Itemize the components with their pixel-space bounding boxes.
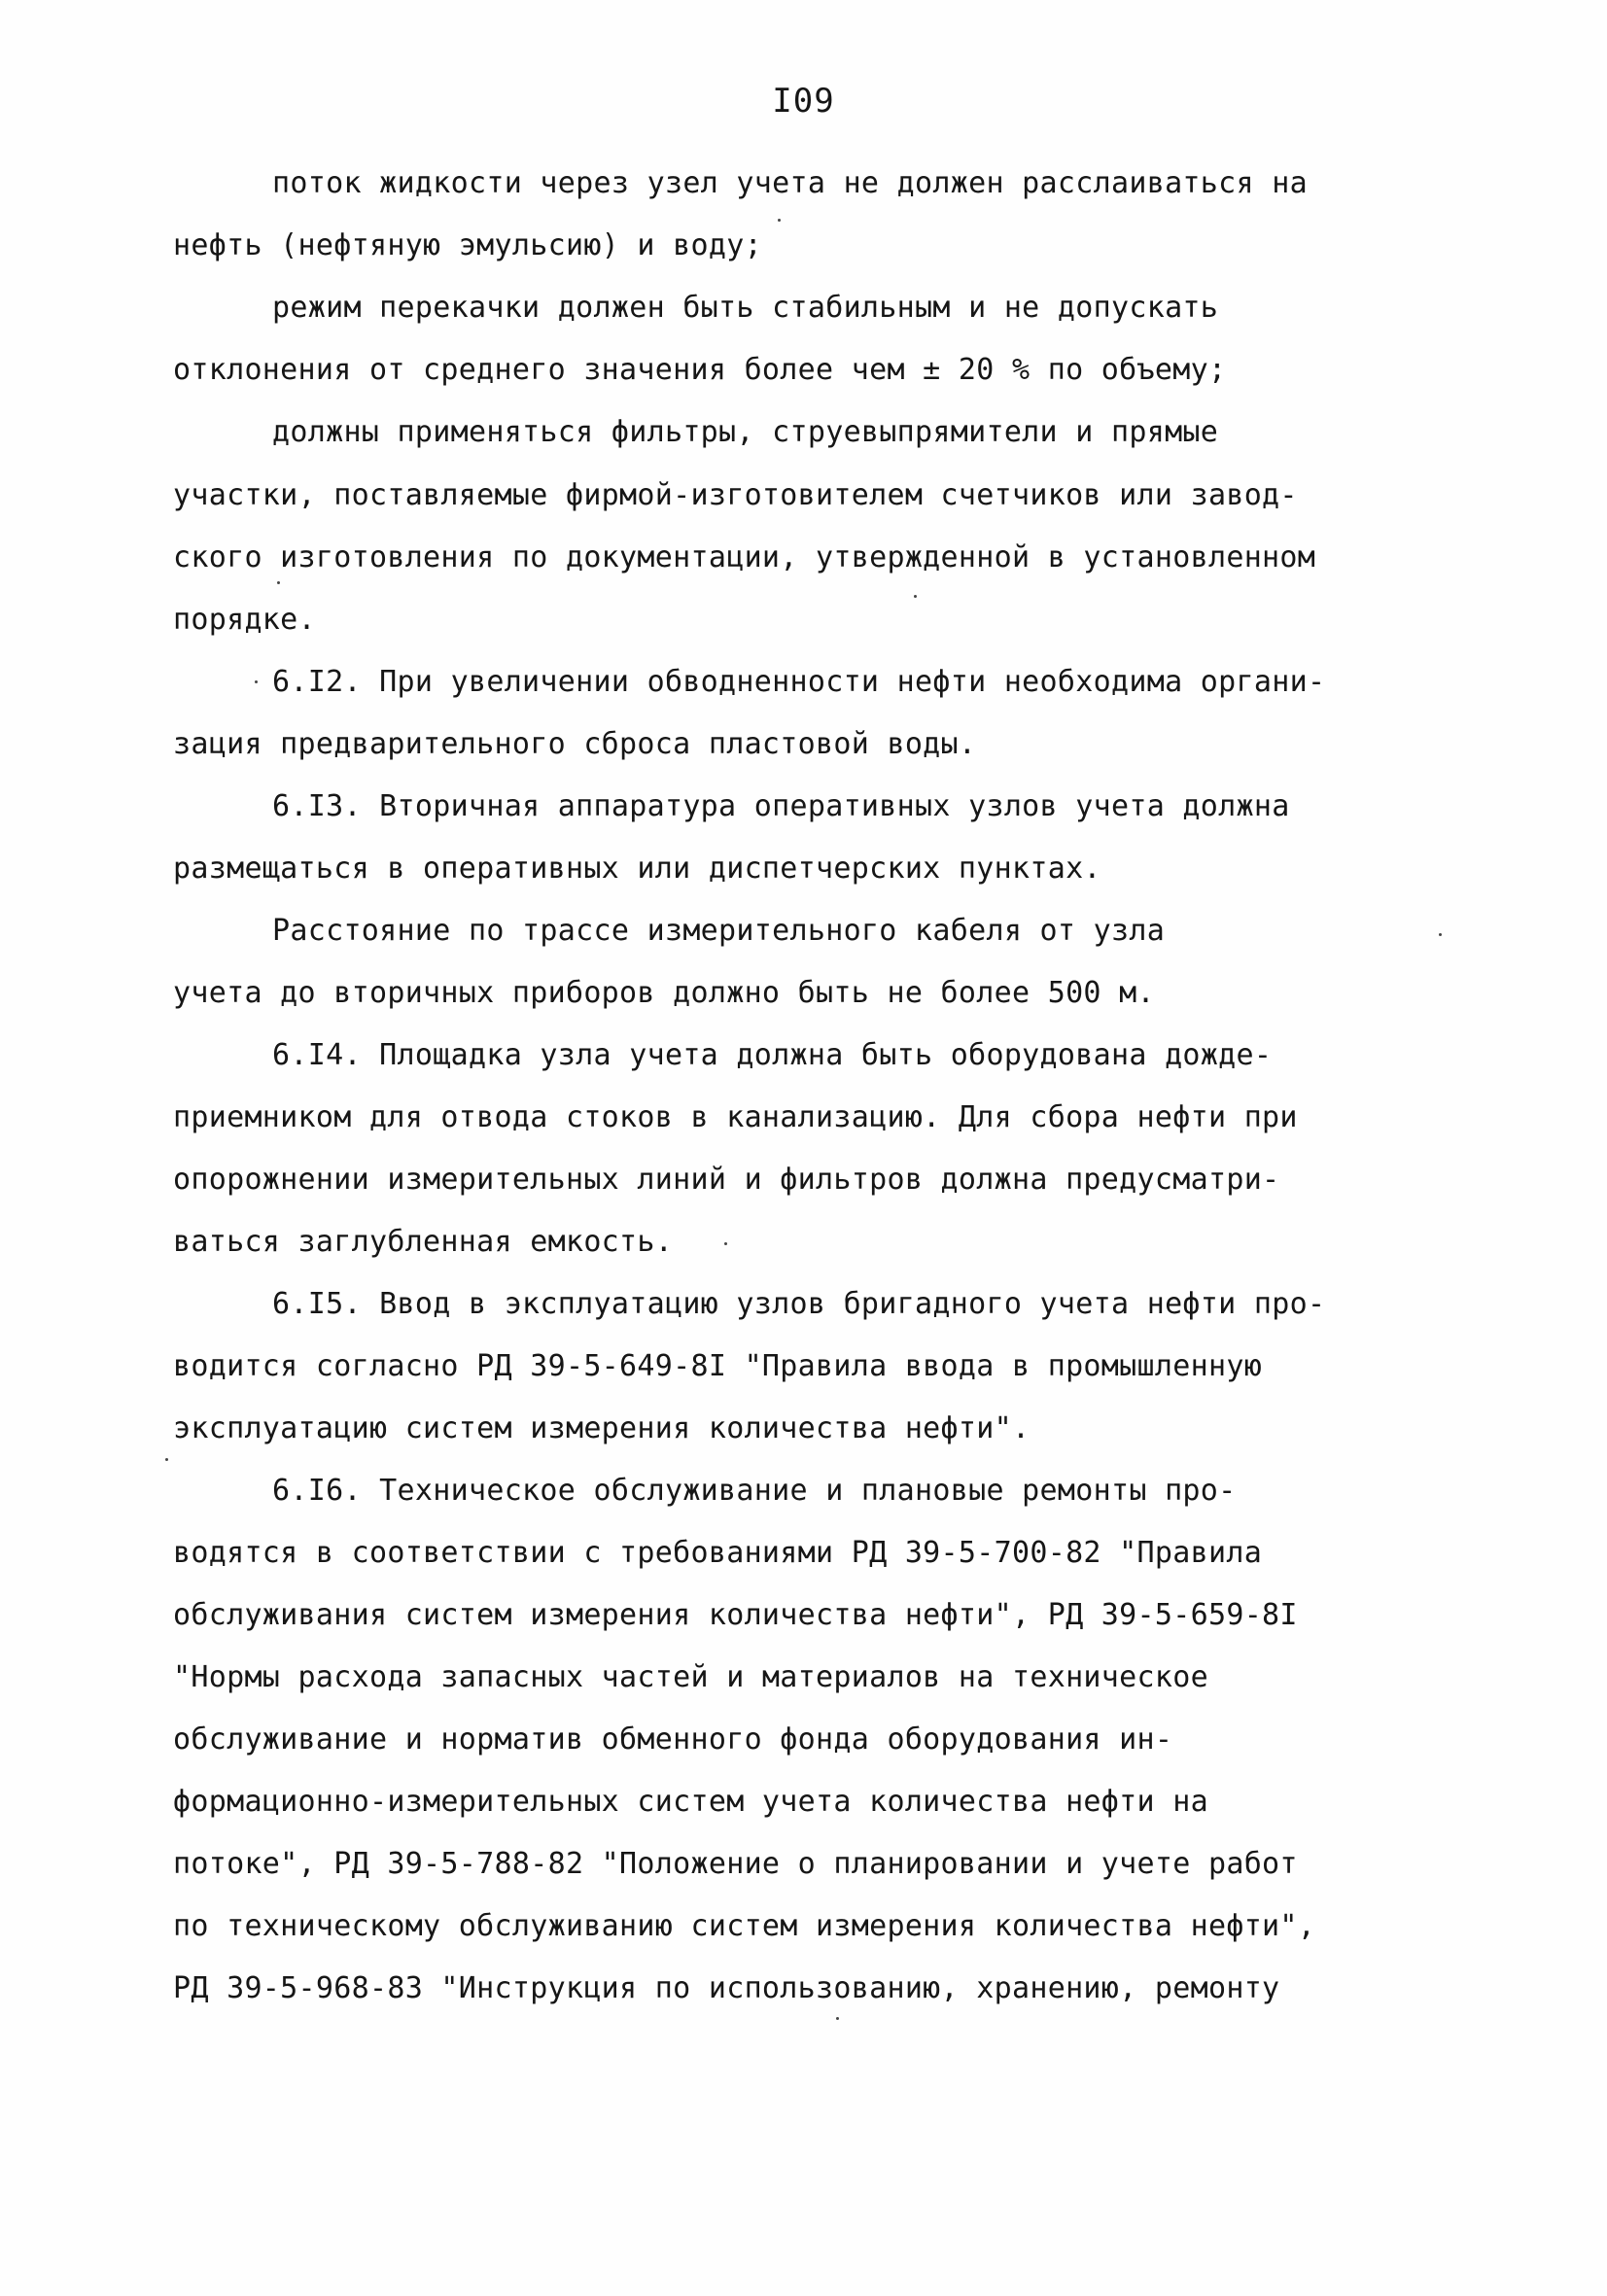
scan-speck <box>1439 933 1442 936</box>
section-6-15-line: 6.I5. Ввод в эксплуатацию узлов бригадного учета нефти про- <box>272 1287 1326 1321</box>
text-line: порядке. <box>173 603 316 637</box>
scan-speck <box>255 680 258 683</box>
text-line: формационно-измерительных систем учета количества нефти на <box>173 1785 1208 1819</box>
text-line: ваться заглубленная емкость. <box>173 1225 674 1259</box>
section-6-13-line: 6.I3. Вторичная аппаратура оперативных узлов учета должна <box>272 789 1290 823</box>
text-line: по техническому обслуживанию систем измерения количества нефти", <box>173 1909 1316 1943</box>
section-6-16-line: 6.I6. Техническое обслуживание и плановые ремонты про- <box>272 1474 1237 1508</box>
text-line: размещаться в оперативных или диспетчерских пунктах. <box>173 852 1101 886</box>
text-line: поток жидкости через узел учета не должен расслаиваться на <box>272 166 1308 200</box>
text-line: обслуживания систем измерения количества нефти", РД 39-5-659-8I <box>173 1598 1298 1632</box>
text-line: Расстояние по трассе измерительного кабеля от узла <box>272 914 1166 948</box>
text-line: эксплуатацию систем измерения количества нефти". <box>173 1411 1031 1445</box>
text-line: потоке", РД 39-5-788-82 "Положение о планировании и учете работ <box>173 1847 1298 1881</box>
text-line: РД 39-5-968-83 "Инструкция по использованию, хранению, ремонту <box>173 1971 1280 2005</box>
scan-speck <box>277 581 280 584</box>
text-line: нефть (нефтяную эмульсию) и воду; <box>173 228 762 262</box>
text-line: "Нормы расхода запасных частей и материалов на техническое <box>173 1660 1208 1694</box>
text-line: ского изготовления по документации, утвержденной в установленном <box>173 540 1316 574</box>
text-line: обслуживание и норматив обменного фонда оборудования ин- <box>173 1722 1173 1757</box>
text-line: водятся в соответствии с требованиями РД 39-5-700-82 "Правила <box>173 1536 1263 1570</box>
scan-speck <box>914 595 917 598</box>
text-line: опорожнении измерительных линий и фильтров должна предусматри- <box>173 1163 1280 1197</box>
text-line: зация предварительного сброса пластовой воды. <box>173 727 977 761</box>
section-6-14-line: 6.I4. Площадка узла учета должна быть оборудована дожде- <box>272 1038 1273 1072</box>
text-line: учета до вторичных приборов должно быть не более 500 м. <box>173 976 1155 1010</box>
text-line: режим перекачки должен быть стабильным и не допускать <box>272 291 1219 325</box>
text-line: приемником для отвода стоков в канализацию. Для сбора нефти при <box>173 1100 1298 1134</box>
section-6-12-line: 6.I2. При увеличении обводненности нефти необходима органи- <box>272 665 1326 699</box>
scan-speck <box>724 1242 727 1245</box>
page-number: I09 <box>772 82 835 121</box>
scan-speck <box>165 1458 168 1461</box>
text-line: отклонения от среднего значения более чем ± 20 % по объему; <box>173 353 1227 387</box>
scan-speck <box>836 2017 839 2020</box>
text-line: водится согласно РД 39-5-649-8I "Правила ввода в промышленную <box>173 1349 1263 1383</box>
scan-speck <box>778 219 781 222</box>
text-line: участки, поставляемые фирмой-изготовителем счетчиков или завод- <box>173 478 1298 512</box>
text-line: должны применяться фильтры, струевыпрямители и прямые <box>272 415 1219 449</box>
